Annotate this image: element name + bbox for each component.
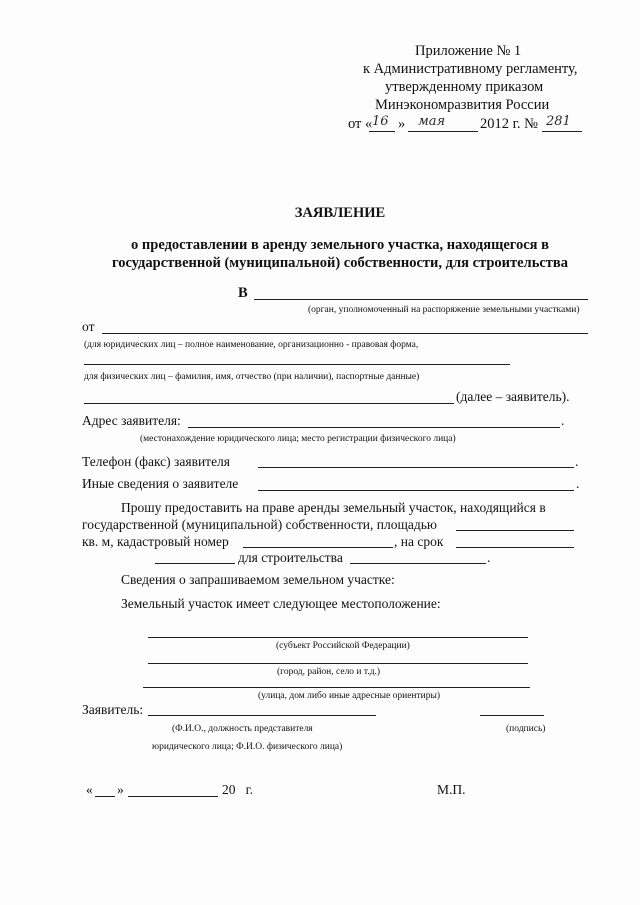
stamp-label: М.П. <box>437 782 466 797</box>
document-title: ЗАЯВЛЕНИЕ <box>294 205 386 221</box>
date-month-underline <box>408 131 478 132</box>
from-hint-individual: для физических лиц – фамилия, имя, отчество (при наличии), паспортные данные) <box>84 372 420 382</box>
to-hint: (орган, уполномоченный на распоряжение земельными участками) <box>308 305 580 315</box>
footer-month-line <box>128 796 218 797</box>
from-label: от <box>82 319 95 334</box>
appendix-date-day: 16 <box>372 114 389 129</box>
subject-hint: (субъект Российской Федерации) <box>276 641 410 651</box>
phone-dot: . <box>575 454 579 469</box>
other-label: Иные сведения о заявителе <box>82 476 239 491</box>
to-label: В <box>238 285 248 301</box>
construction-dot: . <box>487 550 491 565</box>
date-day-underline <box>369 131 395 132</box>
date-number-underline <box>542 131 582 132</box>
from-field-line <box>102 333 588 334</box>
other-field-line <box>258 490 574 491</box>
subject-field-line <box>148 637 528 638</box>
appendix-date-number: 281 <box>546 114 571 129</box>
from-field-line-3 <box>84 403 454 404</box>
footer-year: 20 г. <box>222 782 254 797</box>
request-line-4: для строительства <box>238 550 343 565</box>
subtitle-line-2: государственной (муниципальной) собственности, для строительства <box>111 255 568 271</box>
applicant-name-hint-1: (Ф.И.О., должность представителя <box>172 724 313 734</box>
to-field-line <box>254 299 588 300</box>
applicant-name-line <box>148 715 376 716</box>
phone-label: Телефон (факс) заявителя <box>82 454 231 469</box>
request-line-3b: , на срок <box>394 534 444 549</box>
term-field-line-2 <box>155 563 235 564</box>
applicant-name-hint-2: юридического лица; Ф.И.О. физического лица) <box>152 742 343 752</box>
signature-hint: (подпись) <box>506 724 546 734</box>
request-line-2: государственной (муниципальной) собственности, площадью <box>82 517 437 532</box>
address-dot: . <box>561 413 565 428</box>
appendix-date-year: 2012 г. № <box>480 116 539 132</box>
address-field-line <box>188 427 560 428</box>
city-hint: (город, район, село и т.д.) <box>277 667 381 677</box>
appendix-line-3: утвержденному приказом <box>385 79 544 95</box>
footer-quote-close: » <box>117 782 124 797</box>
appendix-line-2: к Административному регламенту, <box>363 61 578 77</box>
footer-day-line <box>95 796 115 797</box>
appendix-title: Приложение № 1 <box>415 43 522 59</box>
from-hint-legal: (для юридических лиц – полное наименование, организационно - правовая форма, <box>84 340 419 350</box>
address-label: Адрес заявителя: <box>82 413 181 428</box>
other-dot: . <box>576 476 580 491</box>
request-line-1: Прошу предоставить на праве аренды земельный участок, находящийся в <box>121 500 546 515</box>
construction-field-line <box>350 563 486 564</box>
from-field-line-2 <box>84 364 510 365</box>
from-tail: (далее – заявитель). <box>456 389 570 404</box>
term-field-line <box>456 547 574 548</box>
plot-location-title: Земельный участок имеет следующее местоположение: <box>121 596 441 611</box>
cadastral-field-line <box>243 547 393 548</box>
address-hint: (местонахождение юридического лица; место регистрации физического лица) <box>140 434 456 444</box>
area-field-line <box>456 530 574 531</box>
street-field-line <box>143 687 530 688</box>
applicant-label: Заявитель: <box>82 702 144 717</box>
footer-quote-open: « <box>86 782 93 797</box>
subtitle-line-1: о предоставлении в аренду земельного участка, находящегося в <box>131 237 549 253</box>
appendix-date-prefix: от « <box>348 116 373 132</box>
appendix-date-sep: » <box>398 116 406 132</box>
appendix-date-month: мая <box>418 114 446 129</box>
signature-line <box>480 715 544 716</box>
city-field-line <box>148 663 528 664</box>
phone-field-line <box>258 467 574 468</box>
request-line-3a: кв. м, кадастровый номер <box>82 534 229 549</box>
street-hint: (улица, дом либо иные адресные ориентиры) <box>258 691 441 701</box>
appendix-line-4: Минэкономразвития России <box>375 97 550 113</box>
plot-info-title: Сведения о запрашиваемом земельном участке: <box>121 572 395 587</box>
